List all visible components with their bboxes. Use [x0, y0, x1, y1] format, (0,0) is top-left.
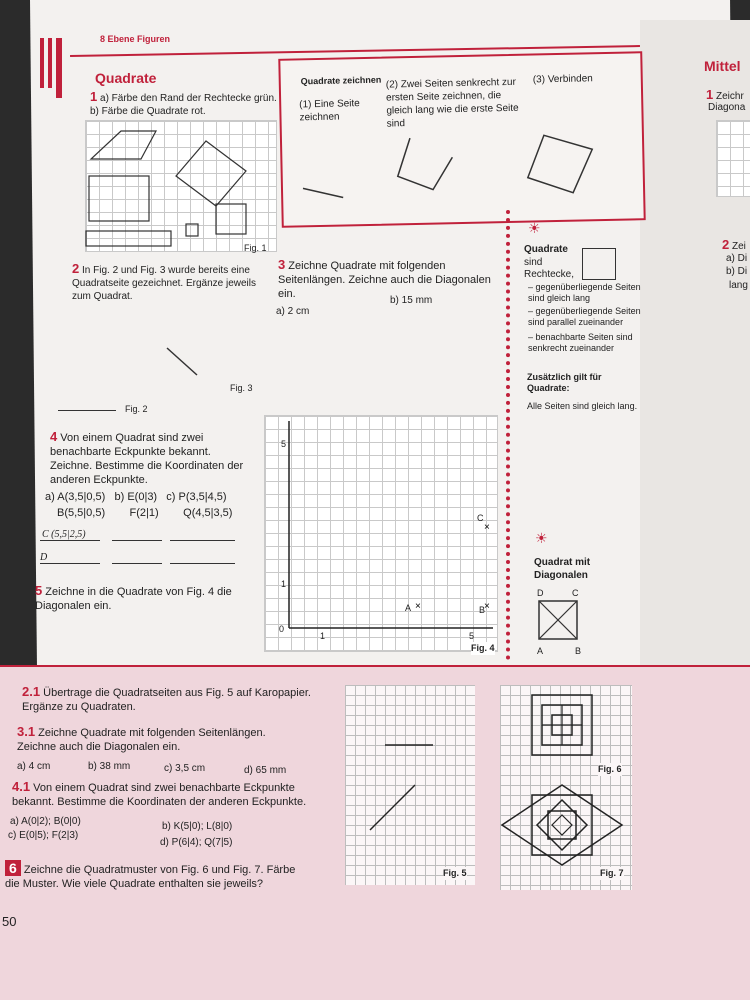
- extra-exercises-band: [0, 665, 750, 1000]
- task4-d-line2: [112, 563, 162, 564]
- page-number: 50: [2, 914, 17, 929]
- fig7-outer-diamond: [502, 785, 622, 865]
- right-page-task2-text: Zei: [732, 241, 746, 252]
- fig5-label: Fig. 5: [443, 868, 467, 878]
- task21-body: Übertrage die Quadratseiten aus Fig. 5 auf Karopapier. Ergänze zu Quadraten.: [22, 687, 311, 713]
- task21-number: 2.1: [22, 684, 41, 699]
- rotated-square-shape: [176, 141, 246, 206]
- task4-d-line1: [40, 563, 100, 564]
- task1-a: a) Färbe den Rand der Rechtecke grün.: [100, 93, 277, 104]
- task6-number: 6: [5, 860, 21, 876]
- task41-body: Von einem Quadrat sind zwei benachbarte Eckpunkte bekannt. Bestimme die Koordinaten der anderen Eckpunkte.: [12, 782, 307, 808]
- task4-c-line1: [40, 540, 100, 541]
- right-page-task1-number: 1: [706, 87, 714, 102]
- fig4-y1: 1: [281, 579, 287, 589]
- task2-text: [72, 262, 277, 303]
- task5-text: [35, 584, 245, 613]
- info-bullet1: – gegenüberliegende Seiten sind gleich lang: [528, 282, 641, 303]
- task4-c-line3: [170, 540, 235, 541]
- info-square-icon: [582, 248, 616, 280]
- fig7-center-diamond: [552, 815, 572, 835]
- info-rechtecke: Rechtecke,: [524, 269, 575, 280]
- draw-box-illustrations: [280, 53, 643, 226]
- task4-number: 4: [50, 429, 58, 444]
- draw-box-title: Quadrate zeichnen: [300, 74, 382, 87]
- right-page-b: b) Di: [726, 266, 748, 277]
- step3-square: [527, 134, 593, 193]
- info-diag-title: Quadrat mit Diagonalen: [534, 557, 591, 581]
- point-a-marker: ×: [415, 601, 421, 612]
- task2-number: 2: [72, 261, 80, 276]
- diag-label-a: A: [537, 646, 544, 656]
- task31-a: a) 4 cm: [17, 761, 51, 772]
- fig4-x1: 1: [320, 631, 326, 641]
- right-page-title: Mittel: [704, 58, 741, 74]
- fig4-point-b: B: [479, 605, 486, 615]
- dotted-divider: [506, 210, 510, 660]
- fig1-shapes: [86, 121, 276, 251]
- task1-number: 1: [90, 89, 98, 104]
- diag-label-b: B: [575, 646, 582, 656]
- fig4-axes: [265, 416, 497, 651]
- fig5-grid: [345, 685, 475, 885]
- fig67-grid: [500, 685, 632, 890]
- fig3-label: Fig. 3: [230, 383, 253, 393]
- info-extra-text: Alle Seiten sind gleich lang.: [527, 401, 638, 411]
- fig2-label: Fig. 2: [125, 404, 148, 414]
- info-bulb-icon-2: ☀: [535, 530, 548, 546]
- band-top-rule: [0, 665, 750, 667]
- section-title: Quadrate: [95, 70, 157, 86]
- diag-square-figure: [538, 600, 578, 640]
- small-square-shape: [216, 204, 246, 234]
- task41-number: 4.1: [12, 779, 31, 794]
- task1-text: [90, 90, 280, 118]
- fig4-x5: 5: [469, 631, 475, 641]
- info-extra-title: Zusätzlich gilt für Quadrate:: [527, 372, 602, 393]
- info-bulb-icon: ☀: [528, 220, 541, 236]
- draw-box-step1: (1) Eine Seite zeichnen: [299, 98, 360, 124]
- draw-squares-box: [278, 51, 645, 228]
- info-bullet2: – gegenüberliegende Seiten sind parallel zueinander: [528, 306, 641, 327]
- task4-row2: B(5,5|0,5) F(2|1) Q(4,5|3,5): [57, 507, 233, 519]
- task41-b: b) K(5|0); L(8|0): [162, 821, 233, 832]
- task4-c-line2: [112, 540, 162, 541]
- long-rectangle-shape: [86, 231, 171, 246]
- step2-lines: [397, 137, 453, 190]
- info-bullet3: – benachbarte Seiten sind senkrecht zueinander: [528, 332, 633, 353]
- fig6-label: Fig. 6: [598, 764, 622, 774]
- task31-text: [17, 725, 297, 754]
- point-c-marker: ×: [484, 522, 490, 533]
- draw-box-step2: (2) Zwei Seiten senkrecht zur ersten Seite zeichnen, die gleich lang wie die erste Seite sind: [385, 76, 519, 130]
- rectangle-shape: [89, 176, 149, 221]
- fig4-label: Fig. 4: [471, 643, 495, 653]
- point-b-marker: ×: [484, 601, 490, 612]
- task5-number: 5: [35, 583, 43, 598]
- parallelogram-shape: [91, 131, 156, 159]
- fig1-label: Fig. 1: [244, 243, 267, 253]
- fig4-x0: 0: [279, 624, 285, 634]
- binding-marks: [40, 38, 64, 88]
- task3-b: b) 15 mm: [390, 295, 433, 306]
- task31-number: 3.1: [17, 724, 36, 739]
- right-page-grid: [716, 120, 750, 197]
- info-sind: sind: [524, 257, 543, 268]
- step1-line: [303, 188, 343, 199]
- info-title: Quadrate: [524, 244, 568, 255]
- task41-text: [12, 780, 312, 809]
- task31-c: c) 3,5 cm: [164, 763, 206, 774]
- fig4-y5: 5: [281, 439, 287, 449]
- tiny-square-shape: [186, 224, 198, 236]
- draw-box-step3: (3) Verbinden: [532, 73, 593, 86]
- task41-a: a) A(0|2); B(0|0): [10, 816, 81, 827]
- fig4-point-c: C: [477, 513, 484, 523]
- diag-label-d: D: [537, 588, 544, 598]
- task4-c-answer: C (5,5|2,5): [42, 529, 86, 540]
- task3-text: [278, 258, 498, 301]
- fig2-line: [58, 410, 116, 411]
- task21-text: [22, 685, 312, 714]
- fig5-lines: [345, 685, 475, 885]
- fig7-square: [532, 795, 592, 855]
- fig6-fig7-patterns: [500, 685, 632, 890]
- fig7-mid-diamond: [537, 800, 587, 850]
- task3-a: a) 2 cm: [276, 306, 310, 317]
- right-page-a: a) Di: [726, 253, 748, 264]
- right-page-task1-a: Zeichr: [716, 91, 744, 102]
- task6-text: [5, 861, 305, 891]
- fig4-point-a: A: [405, 603, 412, 613]
- task3-body: Zeichne Quadrate mit folgenden Seitenlängen. Zeichne auch die Diagonalen ein.: [278, 260, 491, 300]
- diag-label-c: C: [572, 588, 579, 598]
- task31-d: d) 65 mm: [244, 765, 287, 776]
- task41-d: d) P(6|4); Q(7|5): [160, 837, 233, 848]
- task31-b: b) 38 mm: [88, 761, 131, 772]
- task4-d-line3: [170, 563, 235, 564]
- task2-body: In Fig. 2 und Fig. 3 wurde bereits eine Quadratseite gezeichnet. Ergänze jeweils zum Quadrat.: [72, 265, 256, 302]
- fig3-line: [165, 345, 205, 385]
- task31-body: Zeichne Quadrate mit folgenden Seitenlängen. Zeichne auch die Diagonalen ein.: [17, 727, 266, 753]
- task1-b: b) Färbe die Quadrate rot.: [90, 106, 206, 117]
- task41-c: c) E(0|5); F(2|3): [8, 830, 79, 841]
- right-page-task1-b: Diagona: [708, 102, 746, 113]
- fig7-label: Fig. 7: [600, 868, 624, 878]
- fig4-grid: [264, 415, 498, 652]
- chapter-header: 8 Ebene Figuren: [100, 34, 171, 44]
- task5-body: Zeichne in die Quadrate von Fig. 4 die Diagonalen ein.: [35, 586, 232, 612]
- right-page-c: lang: [729, 280, 748, 291]
- task4-row1: a) A(3,5|0,5) b) E(0|3) c) P(3,5|4,5): [45, 491, 227, 503]
- right-page-task2-number: 2: [722, 237, 730, 252]
- right-page-task2: [722, 238, 746, 253]
- task6-body: Zeichne die Quadratmuster von Fig. 6 und Fig. 7. Färbe die Muster. Wie viele Quadrate enthalten sie jeweils?: [5, 864, 296, 890]
- task4-d-label: D: [40, 552, 48, 563]
- task4-text: [50, 430, 255, 487]
- fig1-grid: [85, 120, 277, 252]
- task4-body: Von einem Quadrat sind zwei benachbarte Eckpunkte bekannt. Zeichne. Bestimme die Koordinaten der anderen Eckpunkte.: [50, 432, 244, 486]
- task3-number: 3: [278, 257, 286, 272]
